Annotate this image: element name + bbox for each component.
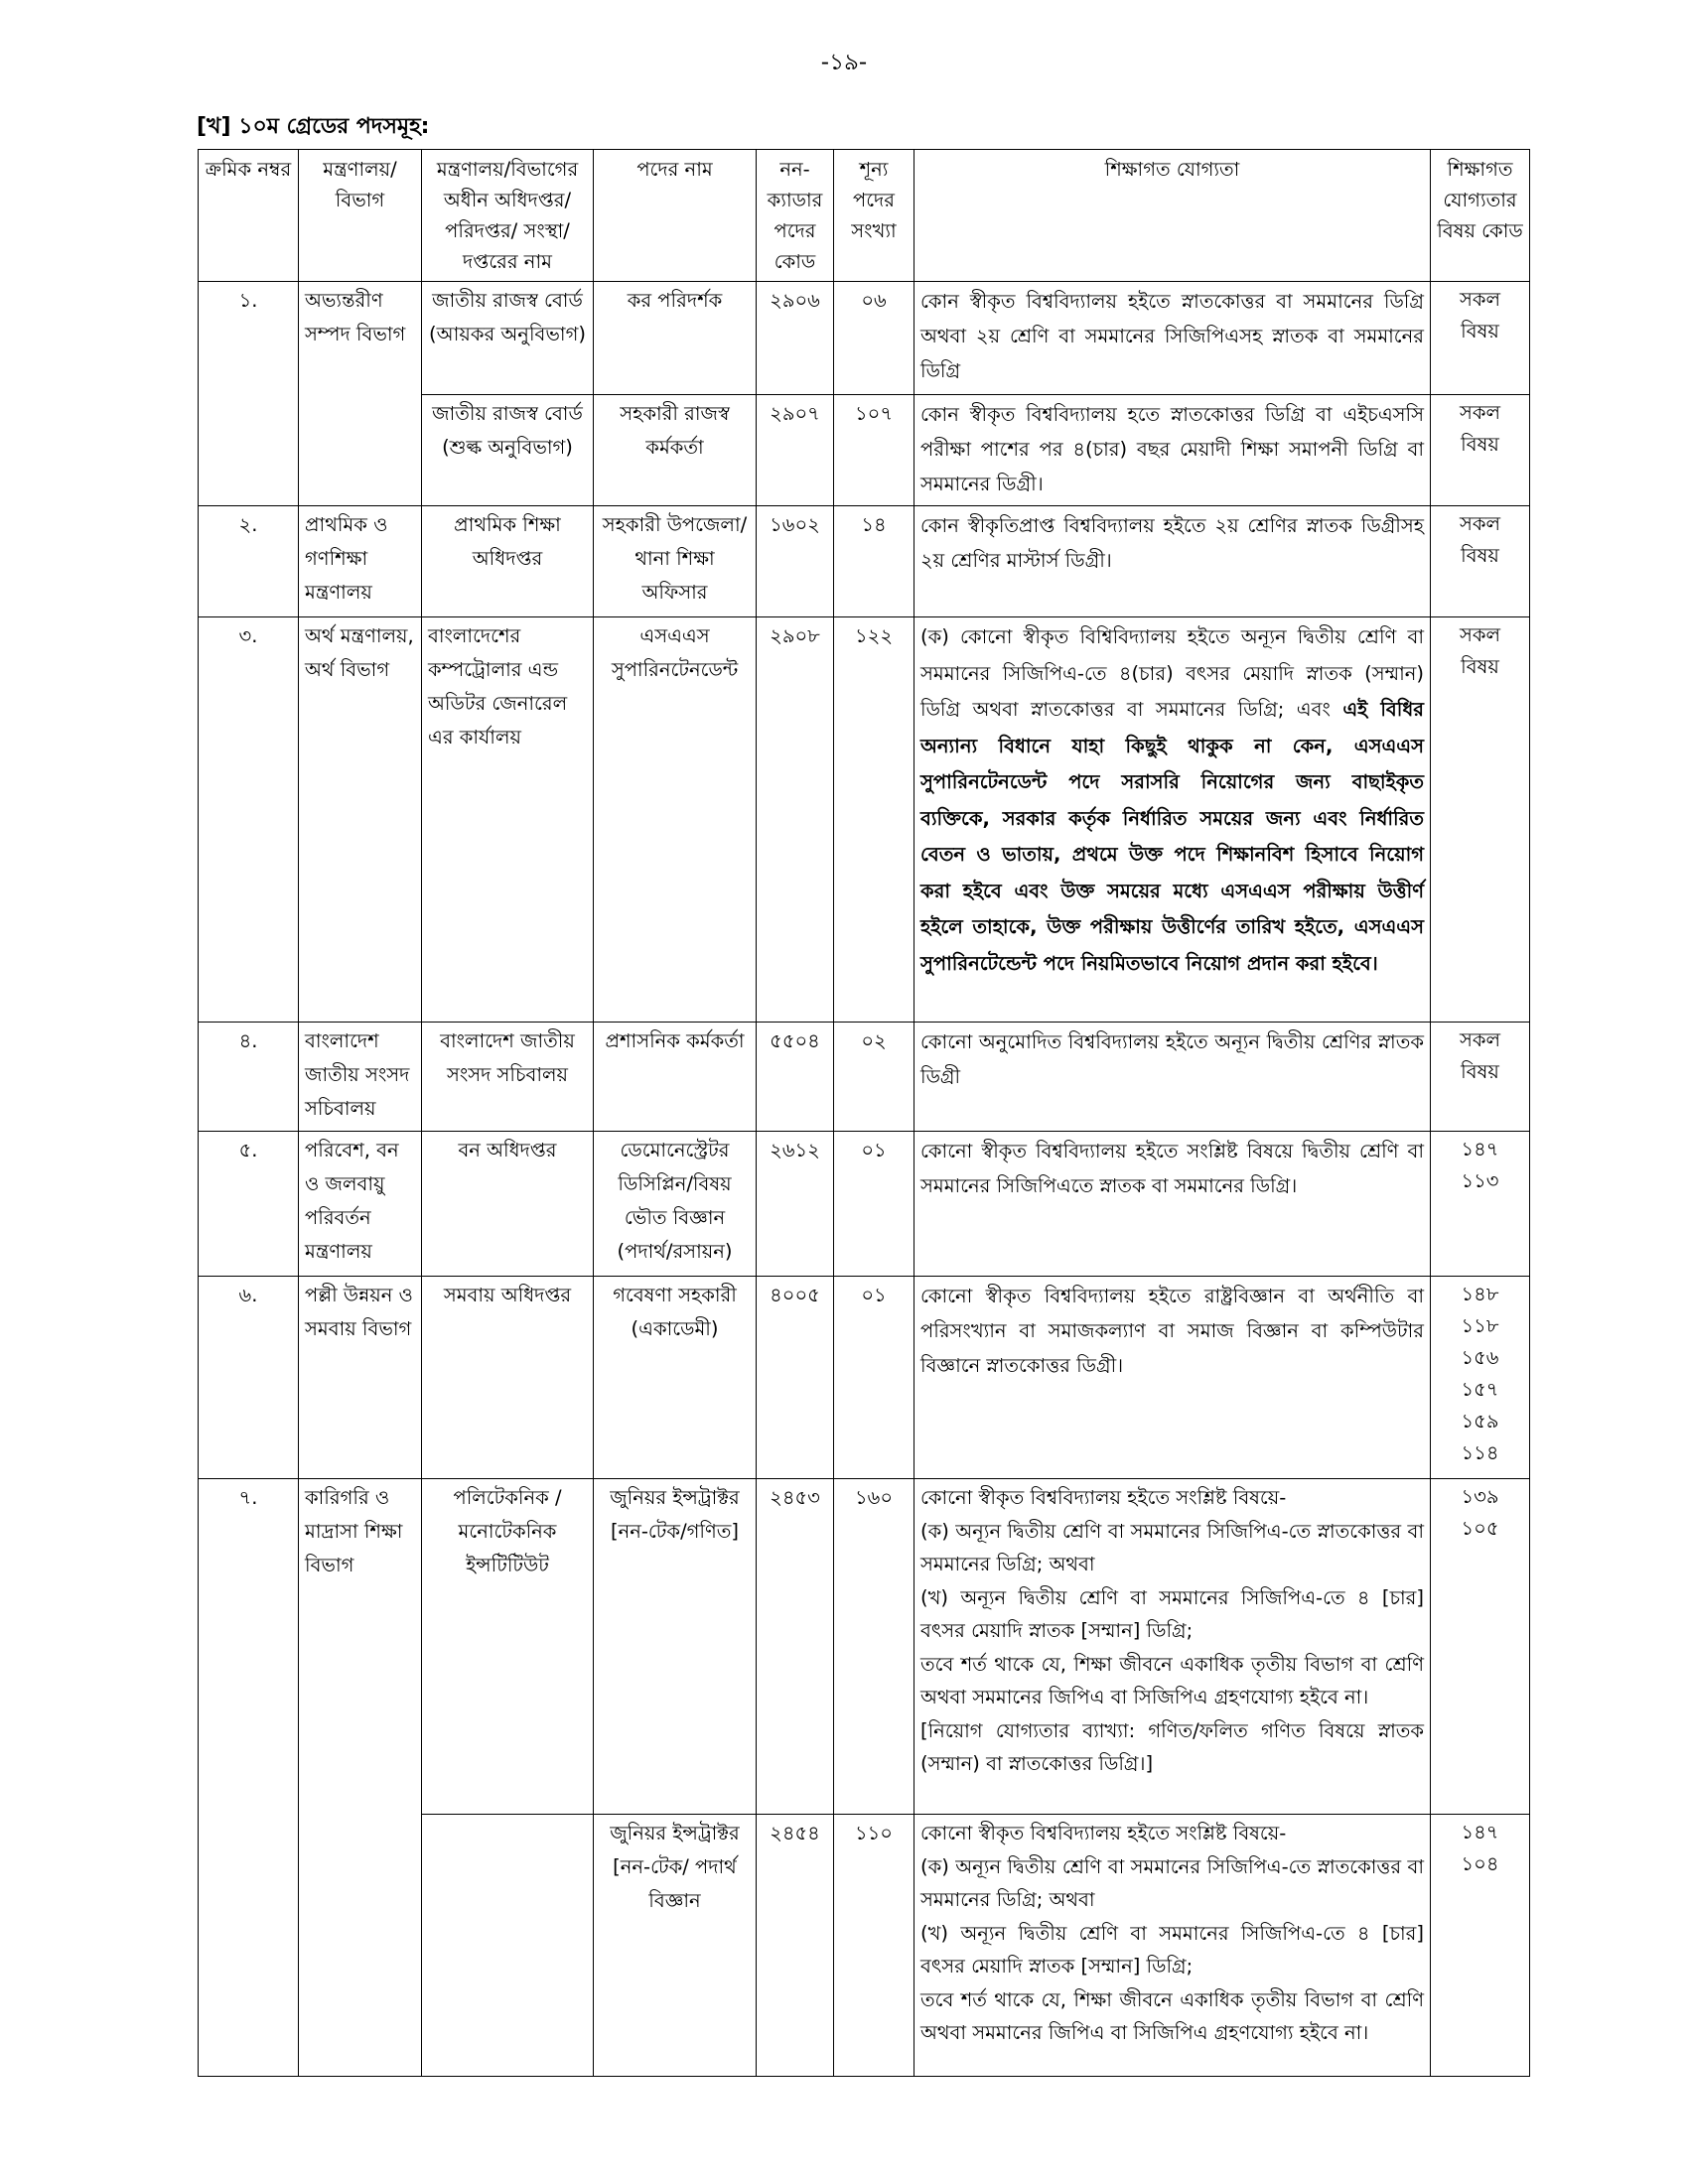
qualification-line: কোনো স্বীকৃত বিশ্ববিদ্যালয় হইতে সংশ্লিষ্ট বিষয়ে-: [920, 1822, 1287, 1844]
subject-code: ১১৪: [1461, 1441, 1499, 1464]
subject-code: সকল: [1459, 623, 1501, 646]
header-vacancies: শূন্য পদের সংখ্যা: [834, 150, 914, 282]
qualification-line: (খ) অন্যূন দ্বিতীয় শ্রেণি বা সমমানের সিজিপিএ-তে ৪ [চার] বৎসর মেয়াদি স্নাতক [সম্মান] ডিগ্রি;: [920, 1585, 1424, 1642]
subject-code-cell: [1431, 1023, 1530, 1132]
table-row: [199, 282, 1530, 395]
post-name-cell: প্রশাসনিক কর্মকর্তা: [594, 1023, 757, 1132]
post-code-cell: ১৬০২: [757, 506, 834, 617]
post-code-cell: ২৬১২: [757, 1132, 834, 1277]
serial-cell: ৭.: [199, 1479, 299, 2077]
qualification-cell: [914, 617, 1431, 1023]
subject-code: ১০৫: [1461, 1517, 1499, 1540]
qualification-proviso: এই বিধির অন্যান্য বিধানে যাহা কিছুই থাকুক না কেন, এসএএস সুপারিনটেনডেন্ট পদে সরাসরি নিয়োগের জন্য বাছাইকৃত ব্যক্তিকে, সরকার কর্তৃক নির্ধারিত সময়ের জন্য এবং নির্ধারিত বেতন ও ভাতায়, প্রথমে উক্ত পদে শিক্ষানবিশ হিসাবে নিয়োগ করা হইবে এবং উক্ত সময়ের মধ্যে এসএএস পরীক্ষায় উত্তীর্ণ হইলে তাহাকে, উক্ত পরীক্ষায় উত্তীর্ণের তারিখ হইতে, এসএএস সুপারিনটেন্ডেন্ট পদে নিয়মিতভাবে নিয়োগ প্রদান করা হইবে।: [920, 698, 1424, 975]
subject-code: বিষয়: [1461, 544, 1499, 567]
qualification-line: [নিয়োগ যোগ্যতার ব্যাখ্যা: গণিত/ফলিত গণিত বিষয়ে স্নাতক (সম্মান) বা স্নাতকোত্তর ডিগ্রি।]: [920, 1718, 1424, 1775]
post-name-cell: সহকারী রাজস্ব কর্মকর্তা: [594, 395, 757, 506]
qualification-cell: কোন স্বীকৃত বিশ্ববিদ্যালয় হতে স্নাতকোত্তর ডিগ্রি বা এইচএসসি পরীক্ষা পাশের পর ৪(চার) বছর মেয়াদী শিক্ষা সমাপনী ডিগ্রি বা সমমানের ডিগ্রী।: [914, 395, 1431, 506]
post-code-cell: ৪০০৫: [757, 1277, 834, 1479]
subject-code: বিষয়: [1461, 320, 1499, 342]
office-cell: জাতীয় রাজস্ব বোর্ড (শুল্ক অনুবিভাগ): [422, 395, 594, 506]
header-subject-code: শিক্ষাগত যোগ্যতার বিষয় কোড: [1431, 150, 1530, 282]
qualification-cell: [914, 1479, 1431, 1815]
serial-cell: ১.: [199, 282, 299, 506]
subject-code: বিষয়: [1461, 433, 1499, 456]
vacancies-cell: ১৬০: [834, 1479, 914, 1815]
qualification-cell: কোনো অনুমোদিত বিশ্ববিদ্যালয় হইতে অন্যূন দ্বিতীয় শ্রেণির স্নাতক ডিগ্রী: [914, 1023, 1431, 1132]
ministry-cell: অর্থ মন্ত্রণালয়, অর্থ বিভাগ: [299, 617, 422, 1023]
qualification-line: (ক) অন্যূন দ্বিতীয় শ্রেণি বা সমমানের সিজিপিএ-তে স্নাতকোত্তর বা সমমানের ডিগ্রি; অথবা: [920, 1854, 1424, 1911]
table-row: [199, 506, 1530, 617]
subject-code: ১৪৭: [1461, 1138, 1499, 1160]
header-qualification: শিক্ষাগত যোগ্যতা: [914, 150, 1431, 282]
table-header-row: [199, 150, 1530, 282]
subject-code: ১৪৮: [1461, 1283, 1499, 1305]
subject-code: সকল: [1459, 401, 1501, 424]
ministry-cell: কারিগরি ও মাদ্রাসা শিক্ষা বিভাগ: [299, 1479, 422, 2077]
qualification-cell: [914, 1815, 1431, 2077]
header-ministry: মন্ত্রণালয়/ বিভাগ: [299, 150, 422, 282]
subject-code: সকল: [1459, 1028, 1501, 1051]
post-name-cell: সহকারী উপজেলা/থানা শিক্ষা অফিসার: [594, 506, 757, 617]
table-row: [199, 1132, 1530, 1277]
subject-code: বিষয়: [1461, 655, 1499, 678]
table-row: [199, 1277, 1530, 1479]
subject-code-cell: [1431, 506, 1530, 617]
office-cell: জাতীয় রাজস্ব বোর্ড (আয়কর অনুবিভাগ): [422, 282, 594, 395]
post-name-cell: জুনিয়র ইন্সট্রাক্টর [নন-টেক/ পদার্থ বিজ্ঞান: [594, 1815, 757, 2077]
vacancies-cell: ১৪: [834, 506, 914, 617]
table-row: [199, 1023, 1530, 1132]
subject-code-cell: [1431, 617, 1530, 1023]
office-cell: বাংলাদেশের কম্পট্রোলার এন্ড অডিটর জেনারেল এর কার্যালয়: [422, 617, 594, 1023]
post-code-cell: ২৪৫৪: [757, 1815, 834, 2077]
qualification-cell: কোনো স্বীকৃত বিশ্ববিদ্যালয় হইতে রাষ্ট্রবিজ্ঞান বা অর্থনীতি বা পরিসংখ্যান বা সমাজকল্যাণ বা সমাজ বিজ্ঞান বা কম্পিউটার বিজ্ঞানে স্নাতকোত্তর ডিগ্রী।: [914, 1277, 1431, 1479]
vacancies-cell: ০১: [834, 1277, 914, 1479]
post-code-cell: ২৯০৮: [757, 617, 834, 1023]
post-name-cell: গবেষণা সহকারী (একাডেমী): [594, 1277, 757, 1479]
qualification-line: (ক) অন্যূন দ্বিতীয় শ্রেণি বা সমমানের সিজিপিএ-তে স্নাতকোত্তর বা সমমানের ডিগ্রি; অথবা: [920, 1519, 1424, 1575]
qualification-cell: কোন স্বীকৃতিপ্রাপ্ত বিশ্ববিদ্যালয় হইতে ২য় শ্রেণির স্নাতক ডিগ্রীসহ ২য় শ্রেণির মাস্টার্স ডিগ্রী।: [914, 506, 1431, 617]
page-number: -১৯-: [820, 50, 868, 75]
ministry-cell: পরিবেশ, বন ও জলবায়ু পরিবর্তন মন্ত্রণালয়: [299, 1132, 422, 1277]
vacancies-cell: ০৬: [834, 282, 914, 395]
subject-code-cell: [1431, 1479, 1530, 1815]
post-name-cell: ডেমোনেস্ট্রেটর ডিসিপ্লিন/বিষয় ভৌত বিজ্ঞান (পদার্থ/রসায়ন): [594, 1132, 757, 1277]
qualification-cell: কোনো স্বীকৃত বিশ্ববিদ্যালয় হইতে সংশ্লিষ্ট বিষয়ে দ্বিতীয় শ্রেণি বা সমমানের সিজিপিএতে স্নাতক বা সমমানের ডিগ্রি।: [914, 1132, 1431, 1277]
subject-code-cell: [1431, 1277, 1530, 1479]
post-code-cell: ২৯০৭: [757, 395, 834, 506]
table-row: [199, 617, 1530, 1023]
header-office: মন্ত্রণালয়/বিভাগের অধীন অধিদপ্তর/ পরিদপ্তর/ সংস্থা/দপ্তরের নাম: [422, 150, 594, 282]
subject-code-cell: [1431, 1132, 1530, 1277]
qualification-line: কোনো স্বীকৃত বিশ্ববিদ্যালয় হইতে সংশ্লিষ্ট বিষয়ে-: [920, 1486, 1287, 1509]
subject-code: ১৩৯: [1461, 1485, 1499, 1508]
ministry-cell: পল্লী উন্নয়ন ও সমবায় বিভাগ: [299, 1277, 422, 1479]
office-cell: বন অধিদপ্তর: [422, 1132, 594, 1277]
office-cell: [422, 1815, 594, 2077]
subject-code: ১৫৯: [1461, 1410, 1499, 1433]
subject-code: ১৫৬: [1461, 1346, 1499, 1369]
vacancies-cell: ১২২: [834, 617, 914, 1023]
subject-code: সকল: [1459, 512, 1501, 535]
ministry-cell: প্রাথমিক ও গণশিক্ষা মন্ত্রণালয়: [299, 506, 422, 617]
post-code-cell: ৫৫০৪: [757, 1023, 834, 1132]
subject-code: বিষয়: [1461, 1060, 1499, 1083]
office-cell: সমবায় অধিদপ্তর: [422, 1277, 594, 1479]
office-cell: প্রাথমিক শিক্ষা অধিদপ্তর: [422, 506, 594, 617]
posts-table: [198, 149, 1530, 2077]
post-name-cell: এসএএস সুপারিনটেনডেন্ট: [594, 617, 757, 1023]
serial-cell: ৩.: [199, 617, 299, 1023]
subject-code: ১০৪: [1461, 1852, 1499, 1875]
office-cell: বাংলাদেশ জাতীয় সংসদ সচিবালয়: [422, 1023, 594, 1132]
subject-code: ১৪৭: [1461, 1821, 1499, 1843]
ministry-cell: বাংলাদেশ জাতীয় সংসদ সচিবালয়: [299, 1023, 422, 1132]
vacancies-cell: ০২: [834, 1023, 914, 1132]
subject-code-cell: [1431, 1815, 1530, 2077]
table-row: [199, 1479, 1530, 1815]
post-code-cell: ২৯০৬: [757, 282, 834, 395]
subject-code-cell: [1431, 282, 1530, 395]
serial-cell: ৫.: [199, 1132, 299, 1277]
vacancies-cell: ০১: [834, 1132, 914, 1277]
subject-code: ১১৩: [1461, 1169, 1499, 1192]
post-name-cell: জুনিয়র ইন্সট্রাক্টর [নন-টেক/গণিত]: [594, 1479, 757, 1815]
qualification-line: তবে শর্ত থাকে যে, শিক্ষা জীবনে একাধিক তৃতীয় বিভাগ বা শ্রেণি অথবা সমমানের জিপিএ বা সিজিপিএ গ্রহণযোগ্য হইবে না।: [920, 1652, 1424, 1708]
office-cell: পলিটেকনিক /মনোটেকনিক ইন্সটিটিউট: [422, 1479, 594, 1815]
serial-cell: ৪.: [199, 1023, 299, 1132]
vacancies-cell: ১১০: [834, 1815, 914, 2077]
qualification-text: (ক) কোনো স্বীকৃত বিশ্বিবিদ্যালয় হইতে অন্যূন দ্বিতীয় শ্রেণি বা সমমানের সিজিপিএ-তে ৪(চার) বৎসর মেয়াদি স্নাতক (সম্মান) ডিগ্রি অথবা স্নাতকোত্তর বা সমমানের ডিগ্রি; এবং: [920, 625, 1424, 721]
subject-code-cell: [1431, 395, 1530, 506]
header-serial: ক্রমিক নম্বর: [199, 150, 299, 282]
qualification-line: তবে শর্ত থাকে যে, শিক্ষা জীবনে একাধিক তৃতীয় বিভাগ বা শ্রেণি অথবা সমমানের জিপিএ বা সিজিপিএ গ্রহণযোগ্য হইবে না।: [920, 1987, 1424, 2044]
post-name-cell: কর পরিদর্শক: [594, 282, 757, 395]
section-title: [খ] ১০ম গ্রেডের পদসমূহ:: [197, 114, 430, 139]
header-post-name: পদের নাম: [594, 150, 757, 282]
post-code-cell: ২৪৫৩: [757, 1479, 834, 1815]
qualification-line: (খ) অন্যূন দ্বিতীয় শ্রেণি বা সমমানের সিজিপিএ-তে ৪ [চার] বৎসর মেয়াদি স্নাতক [সম্মান] ডিগ্রি;: [920, 1921, 1424, 1978]
ministry-cell: অভ্যন্তরীণ সম্পদ বিভাগ: [299, 282, 422, 506]
subject-code: ১১৮: [1461, 1314, 1499, 1337]
header-post-code: নন- ক্যাডার পদের কোড: [757, 150, 834, 282]
subject-code: সকল: [1459, 288, 1501, 311]
serial-cell: ৬.: [199, 1277, 299, 1479]
subject-code: ১৫৭: [1461, 1378, 1499, 1401]
serial-cell: ২.: [199, 506, 299, 617]
qualification-cell: কোন স্বীকৃত বিশ্ববিদ্যালয় হইতে স্নাতকোত্তর বা সমমানের ডিগ্রি অথবা ২য় শ্রেণি বা সমমানের সিজিপিএসহ স্নাতক বা সমমানের ডিগ্রি: [914, 282, 1431, 395]
vacancies-cell: ১০৭: [834, 395, 914, 506]
